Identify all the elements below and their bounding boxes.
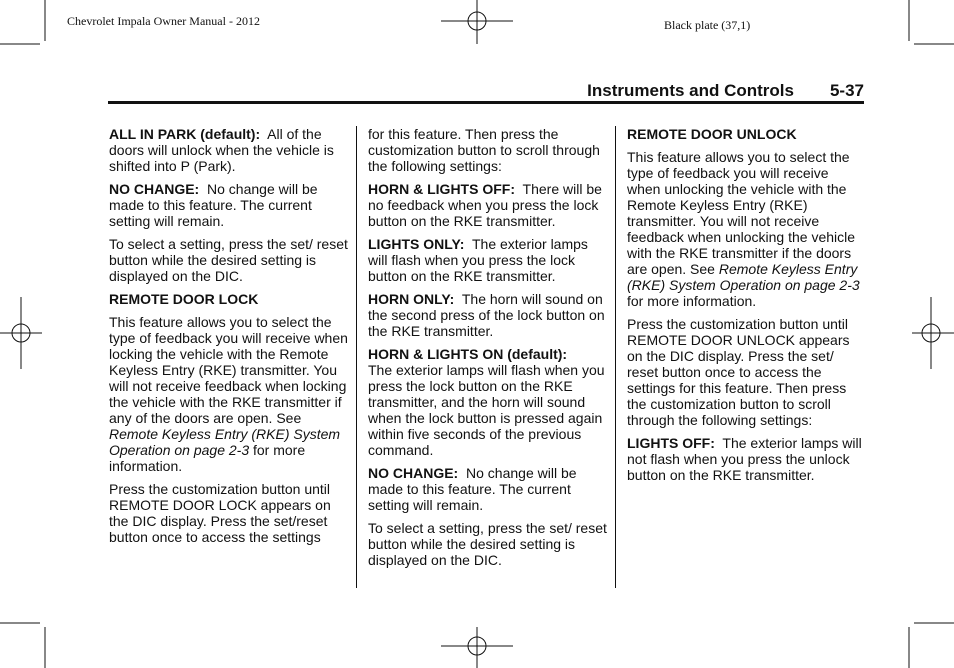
page-header <box>108 81 864 101</box>
term: LIGHTS OFF: <box>627 435 715 451</box>
paragraph: To select a setting, press the set/ reset button while the desired setting is displayed on the DIC. <box>368 520 607 568</box>
term: HORN & LIGHTS OFF: <box>368 181 515 197</box>
paragraph-text: This feature allows you to select the type of feedback you will receive when locking the vehicle with the Remote Keyless Entry (RKE) transmitter. You will not receive feedback when locking the vehicle with the RKE transmitter if any of the doors are open. See <box>109 314 348 426</box>
paragraph <box>627 149 863 309</box>
paragraph-text: No change will be made to this feature. The current setting will remain. <box>368 465 577 513</box>
header-rule <box>108 101 864 104</box>
term: NO CHANGE: <box>368 465 459 481</box>
paragraph-text: The horn will sound on the second press of the lock button on the RKE transmitter. <box>368 291 605 339</box>
paragraph <box>368 236 608 284</box>
term: HORN ONLY: <box>368 291 455 307</box>
paragraph: Press the customization button until REMOTE DOOR UNLOCK appears on the DIC display. Press the set/ reset button once to access the settings for this feature. Then press the customization button to scroll through the following settings: <box>627 316 850 428</box>
paragraph-text: for more information. <box>627 293 757 309</box>
term: LIGHTS ONLY: <box>368 236 465 252</box>
paragraph-text: for more information. <box>109 442 306 474</box>
paragraph <box>368 181 608 229</box>
paragraph <box>109 314 349 474</box>
column-2 <box>368 126 608 575</box>
subheading: REMOTE DOOR UNLOCK <box>627 126 797 142</box>
paragraph <box>368 291 608 339</box>
paragraph-text: All of the doors will unlock when the vehicle is shifted into P (Park). <box>109 126 334 174</box>
paragraph <box>627 435 863 483</box>
paragraph: To select a setting, press the set/ reset button while the desired setting is displayed on the DIC. <box>109 236 348 284</box>
paragraph <box>368 346 608 458</box>
paragraph-text: The exterior lamps will flash when you press the lock button on the RKE transmitter. <box>368 236 588 284</box>
column-3 <box>627 126 863 490</box>
paragraph <box>109 126 349 174</box>
paragraph-text: This feature allows you to select the type of feedback you will receive when unlocking the vehicle with the Remote Keyless Entry (RKE) transmitter. You will not receive feedback when unlocking the vehicle with the RKE transmitter if the doors are open. See <box>627 149 856 277</box>
paragraph-text: The exterior lamps will not flash when you press the unlock button on the RKE transmitter. <box>627 435 862 483</box>
plate-label: Black plate (37,1) <box>664 18 751 32</box>
column-divider <box>356 126 357 588</box>
paragraph: Press the customization button until REMOTE DOOR LOCK appears on the DIC display. Press the set/reset button once to access the settings <box>109 481 331 545</box>
paragraph <box>368 465 608 513</box>
cross-reference[interactable]: Remote Keyless Entry (RKE) System Operation on page 2-3 <box>627 261 860 293</box>
subheading: REMOTE DOOR LOCK <box>109 291 259 307</box>
column-1 <box>109 126 349 552</box>
term: HORN & LIGHTS ON (default): <box>368 346 568 362</box>
term: ALL IN PARK (default): <box>109 126 261 142</box>
paragraph-text: No change will be made to this feature. The current setting will remain. <box>109 181 318 229</box>
paragraph-text: There will be no feedback when you press the lock button on the RKE transmitter. <box>368 181 602 229</box>
document-title-slug: Chevrolet Impala Owner Manual - 2012 <box>67 14 260 28</box>
column-divider <box>615 126 616 588</box>
section-title: Instruments and Controls <box>587 81 794 100</box>
term: NO CHANGE: <box>109 181 200 197</box>
page-number: 5-37 <box>829 81 864 100</box>
cross-reference[interactable]: Remote Keyless Entry (RKE) System Operation on page 2-3 <box>109 426 341 458</box>
paragraph-text: The exterior lamps will flash when you press the lock button on the RKE transmitter, and the horn will sound when the lock button is pressed again within five seconds of the previous command. <box>368 362 605 458</box>
paragraph: for this feature. Then press the customization button to scroll through the following settings: <box>368 126 600 174</box>
paragraph <box>109 181 349 229</box>
